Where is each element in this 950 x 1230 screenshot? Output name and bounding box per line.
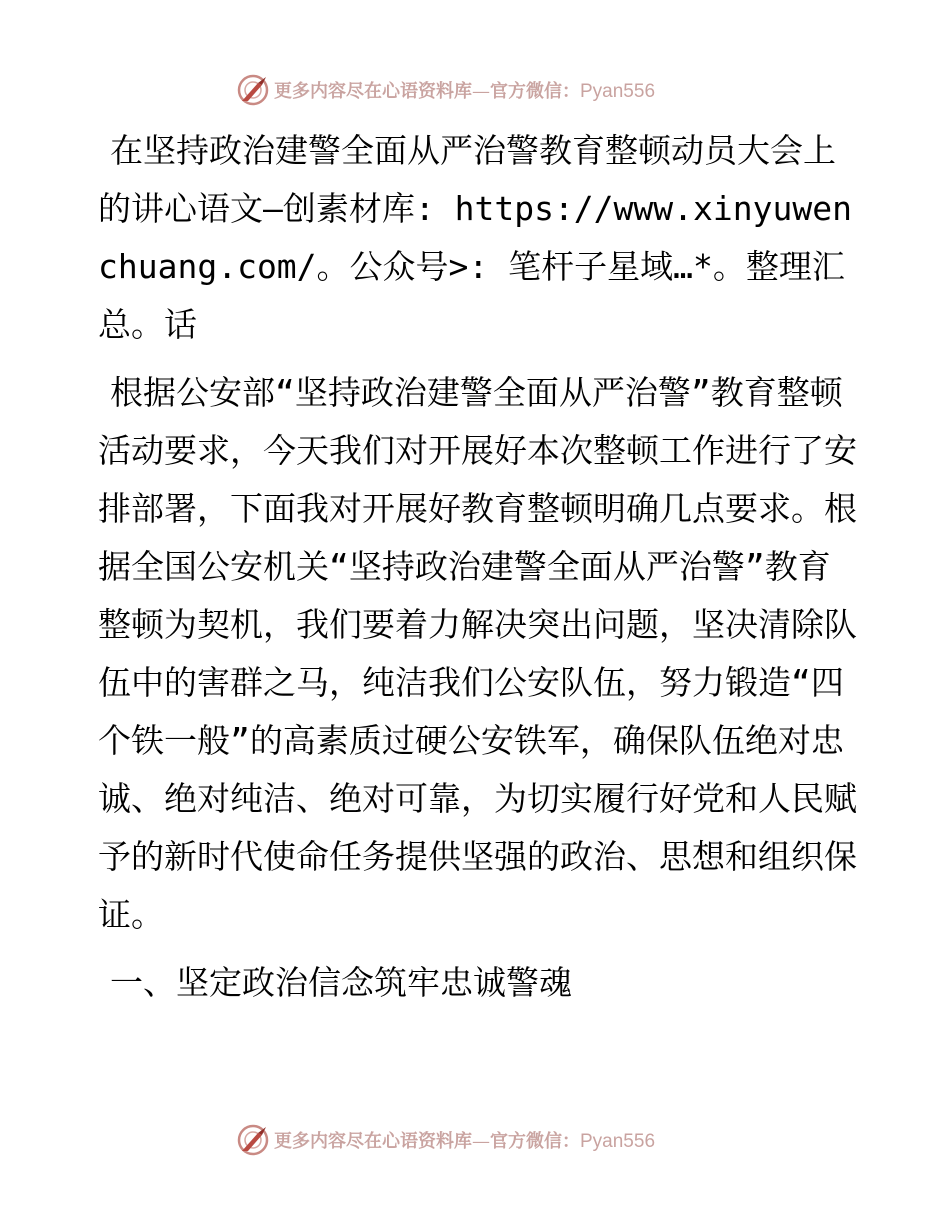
header-watermark: [236, 73, 655, 107]
watermark-text: 更多内容尽在心语资料库: [274, 81, 472, 102]
watermark-dash: —: [472, 81, 490, 102]
watermark-dash: —: [472, 1131, 490, 1152]
quill-logo-icon: [236, 1123, 270, 1157]
watermark-contact: 官方微信：: [490, 1131, 580, 1152]
document-body: [98, 122, 858, 1022]
watermark-text: 更多内容尽在心语资料库: [274, 1131, 472, 1152]
quill-logo-icon: [236, 73, 270, 107]
watermark-wechat-id: Pyan556: [580, 1131, 656, 1152]
paragraph-1: 根据公安部“坚持政治建警全面从严治警”教育整顿活动要求，今天我们对开展好本次整顿工作进行了安排部署，下面我对开展好教育整顿明确几点要求。根据全国公安机关“坚持政治建警全面从严治警”教育整顿为契机，我们要着力解决突出问题，坚决清除队伍中的害群之马，纯洁我们公安队伍，努力锻造“四个铁一般”的高素质过硬公安铁军，确保队伍绝对忠诚、绝对纯洁、绝对可靠，为切实履行好党和人民赋予的新时代使命任务提供坚强的政治、思想和组织保证。: [98, 373, 857, 934]
document-title: 在坚持政治建警全面从严治警教育整顿动员大会上的讲心语文—创素材库: https://www.xinyuwenchuang.com/。公众号>: 笔杆子星域…*。整理汇总。话: [98, 131, 852, 344]
watermark-wechat-id: Pyan556: [580, 81, 656, 102]
watermark-contact: 官方微信：: [490, 81, 580, 102]
section-heading-1: 一、坚定政治信念筑牢忠诚警魂: [110, 963, 572, 1002]
footer-watermark: [236, 1123, 655, 1157]
